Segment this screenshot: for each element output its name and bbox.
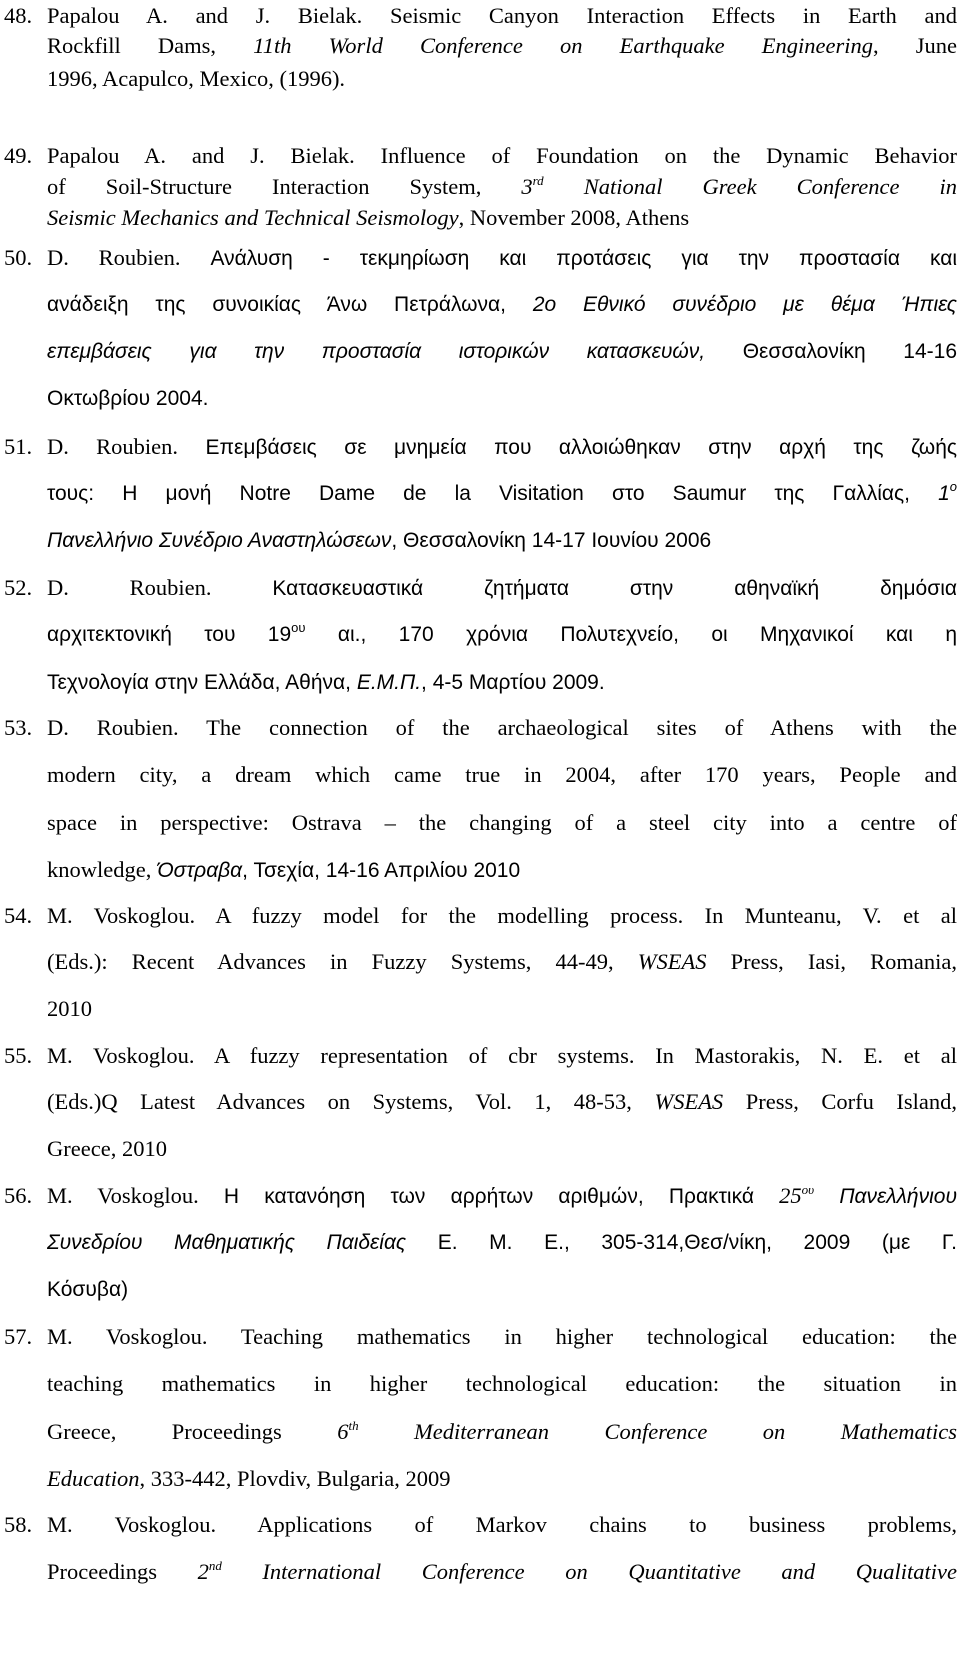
ref-number: 54. — [4, 903, 33, 928]
ref-number: 52. — [4, 575, 33, 600]
ref-number: 57. — [4, 1324, 33, 1349]
ref-number: 48. — [4, 3, 33, 28]
ref-number: 56. — [4, 1183, 33, 1208]
ref-number: 53. — [4, 715, 33, 740]
ref-number: 58. — [4, 1512, 33, 1537]
ref-number: 55. — [4, 1043, 33, 1068]
ref-number: 49. — [4, 143, 33, 168]
ref-number: 51. — [4, 434, 33, 459]
ref-number: 50. — [4, 245, 33, 270]
document-page: 48. Papalou A. and J. Bielak. Seismic Canyon Interaction Effects in Earth and Rockfill Dams, 11th World Conference on Earthquake Engineering, June 1996, Acapulco, Mexico, (1996). 49. Papalou A. and J. Bielak. Influence of Foundation on the Dynamic Behavior of Soil-Structure Interaction System, 3rd National Greek Conference in Seismic Mechanics and Technical Seismology, November 2008, Athens 50. D. Roubien. Ανάλυση - τεκμηρίωση και προτάσεις για την προστασία και ανάδειξη της συνοικίας Άνω Πετράλωνα, 2ο Εθνικό συνέδριο με θέμα Ήπιες επεμβάσεις για την προστασία ιστορικών κατασκευών, Θεσσαλονίκη 14-16 Οκτωβρίου 2004. 51. D. Roubien. Επεμβάσεις σε μνημεία που αλλοιώθηκαν στην αρχή της ζωής τους: Η μονή Notre Dame de la Visitation στο Saumur της Γαλλίας, $1^o$ Πανελλήνιο Συνέδριο Αναστηλώσεων, Θεσσαλονίκη 14-17 Ιουνίου 2006 52. D. Roubien. Κατασκευαστικά ζητήματα στην αθηναϊκή δημόσια αρχιτεκτονική του $19^{o\upsilon}$ αι., 170 χρόνια Πολυτεχνείο, οι Μηχανικοί και η Τεχνολογία στην Ελλάδα, Αθήνα, Ε.Μ.Π., 4-5 Μαρτίου 2009. 53. D. Roubien. The connection of the archaeological sites of Athens with the modern city, a dream which came true in 2004, after 170 years, People and space in perspective: Ostrava – the changing of a steel city into a centre of knowledge, Όστραβα, Τσεχία, 14-16 Απριλίου 2010 54. M. Voskoglou. A fuzzy model for the modelling process. In Munteanu, V. et al (Eds.): Recent Advances in Fuzzy Systems, 44-49, WSEAS Press, Iasi, Romania, 2010 55. M. Voskoglou. A fuzzy representation of cbr systems. In Mastorakis, N. E. et al (Eds.)Q Latest Advances on Systems, Vol. 1, 48-53, WSEAS Press, Corfu Island, Greece, 2010 56. M. Voskoglou. Η κατανόηση των αρρήτων αριθμών, Πρακτικά $25^{o\upsilon}$ Πανελλήνιου Συνεδρίου Μαθηματικής Παιδείας Ε. Μ. Ε., 305-314,Θεσ/νίκη, 2009 (με Γ. Κόσυβα) 57. M. Voskoglou. Teaching mathematics in higher technological education: the teaching mathematics in higher technological education: the situation in Greece, Proceedings 6th Mediterranean Conference on Mathematics Education, 333-442, Plovdiv, Bulgaria, 2009 58. M. Voskoglou. Applications of Markov chains to business problems, Proceedings 2nd International Conference on Quantitative and Qualitative — [4, 3, 957, 1584]
